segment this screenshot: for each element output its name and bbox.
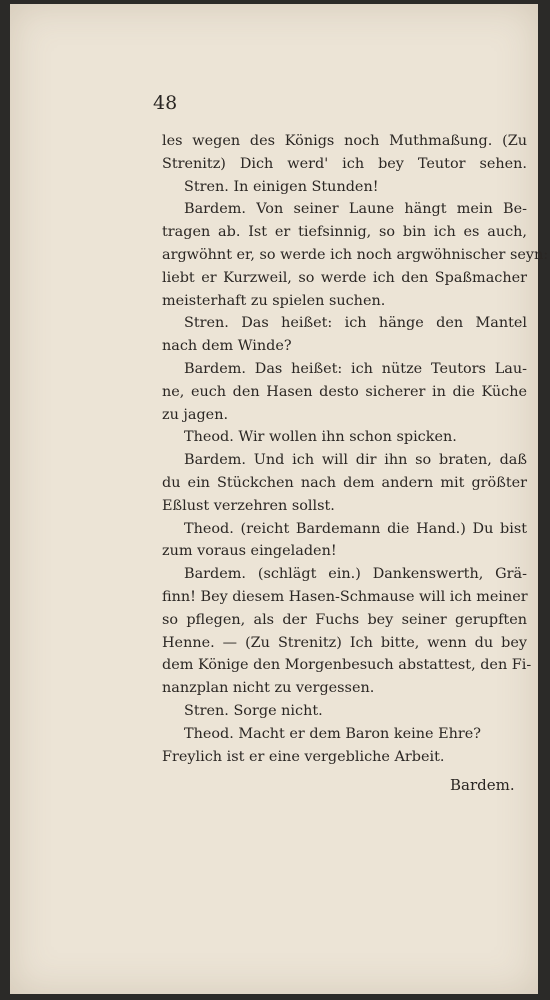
text-line: Theod. (reicht Bardemann die Hand.) Du bist <box>184 520 527 537</box>
text-line: Henne. — (Zu Strenitz) Ich bitte, wenn du bey <box>162 634 527 651</box>
body-text <box>162 130 549 768</box>
text-line: argwöhnt er, so werde ich noch argwöhnischer seyn: <box>162 246 549 263</box>
text-line: Bardem. Von seiner Laune hängt mein Be- <box>184 201 527 218</box>
catchword: Bardem. <box>450 776 515 794</box>
text-line: zum voraus eingeladen! <box>162 543 337 560</box>
text-line: so pflegen, als der Fuchs bey seiner gerupften <box>162 611 527 628</box>
book-page <box>10 4 549 994</box>
text-line: ne, euch den Hasen desto sicherer in die Küche <box>162 383 527 400</box>
text-line: Bardem. (schlägt ein.) Dankenswerth, Grä- <box>184 566 527 583</box>
text-line: Strenitz) Dich werd' ich bey Teutor sehen. <box>162 155 527 172</box>
text-line: les wegen des Königs noch Muthmaßung. (Zu <box>162 133 527 149</box>
text-line: tragen ab. Ist er tiefsinnig, so bin ich es auch, <box>162 224 527 241</box>
text-line: finn! Bey diesem Hasen-Schmause will ich meiner <box>162 588 528 605</box>
text-line: du ein Stückchen nach dem andern mit größter <box>162 474 527 491</box>
text-line: meisterhaft zu spielen suchen. <box>162 292 386 309</box>
page-number: 48 <box>153 92 178 114</box>
text-line: Bardem. Und ich will dir ihn so braten, daß <box>184 452 527 469</box>
text-line: Stren. Das heißet: ich hänge den Mantel <box>184 315 527 332</box>
text-line: nach dem Winde? <box>162 338 292 355</box>
text-line: Stren. In einigen Stunden! <box>184 178 379 195</box>
text-line: Eßlust verzehren sollst. <box>162 497 335 514</box>
text-line: Freylich ist er eine vergebliche Arbeit. <box>162 748 445 765</box>
text-line: nanzplan nicht zu vergessen. <box>162 680 375 697</box>
text-line: Theod. Wir wollen ihn schon spicken. <box>184 429 457 446</box>
text-line: Bardem. Das heißet: ich nütze Teutors Lau- <box>184 360 527 377</box>
text-line: dem Könige den Morgenbesuch abstattest, den Fi- <box>162 657 532 674</box>
text-line: Stren. Sorge nicht. <box>184 702 323 719</box>
text-line: zu jagen. <box>162 406 229 423</box>
text-line: liebt er Kurzweil, so werde ich den Spaßmacher <box>162 269 527 286</box>
text-line: Theod. Macht er dem Baron keine Ehre? <box>184 725 481 742</box>
